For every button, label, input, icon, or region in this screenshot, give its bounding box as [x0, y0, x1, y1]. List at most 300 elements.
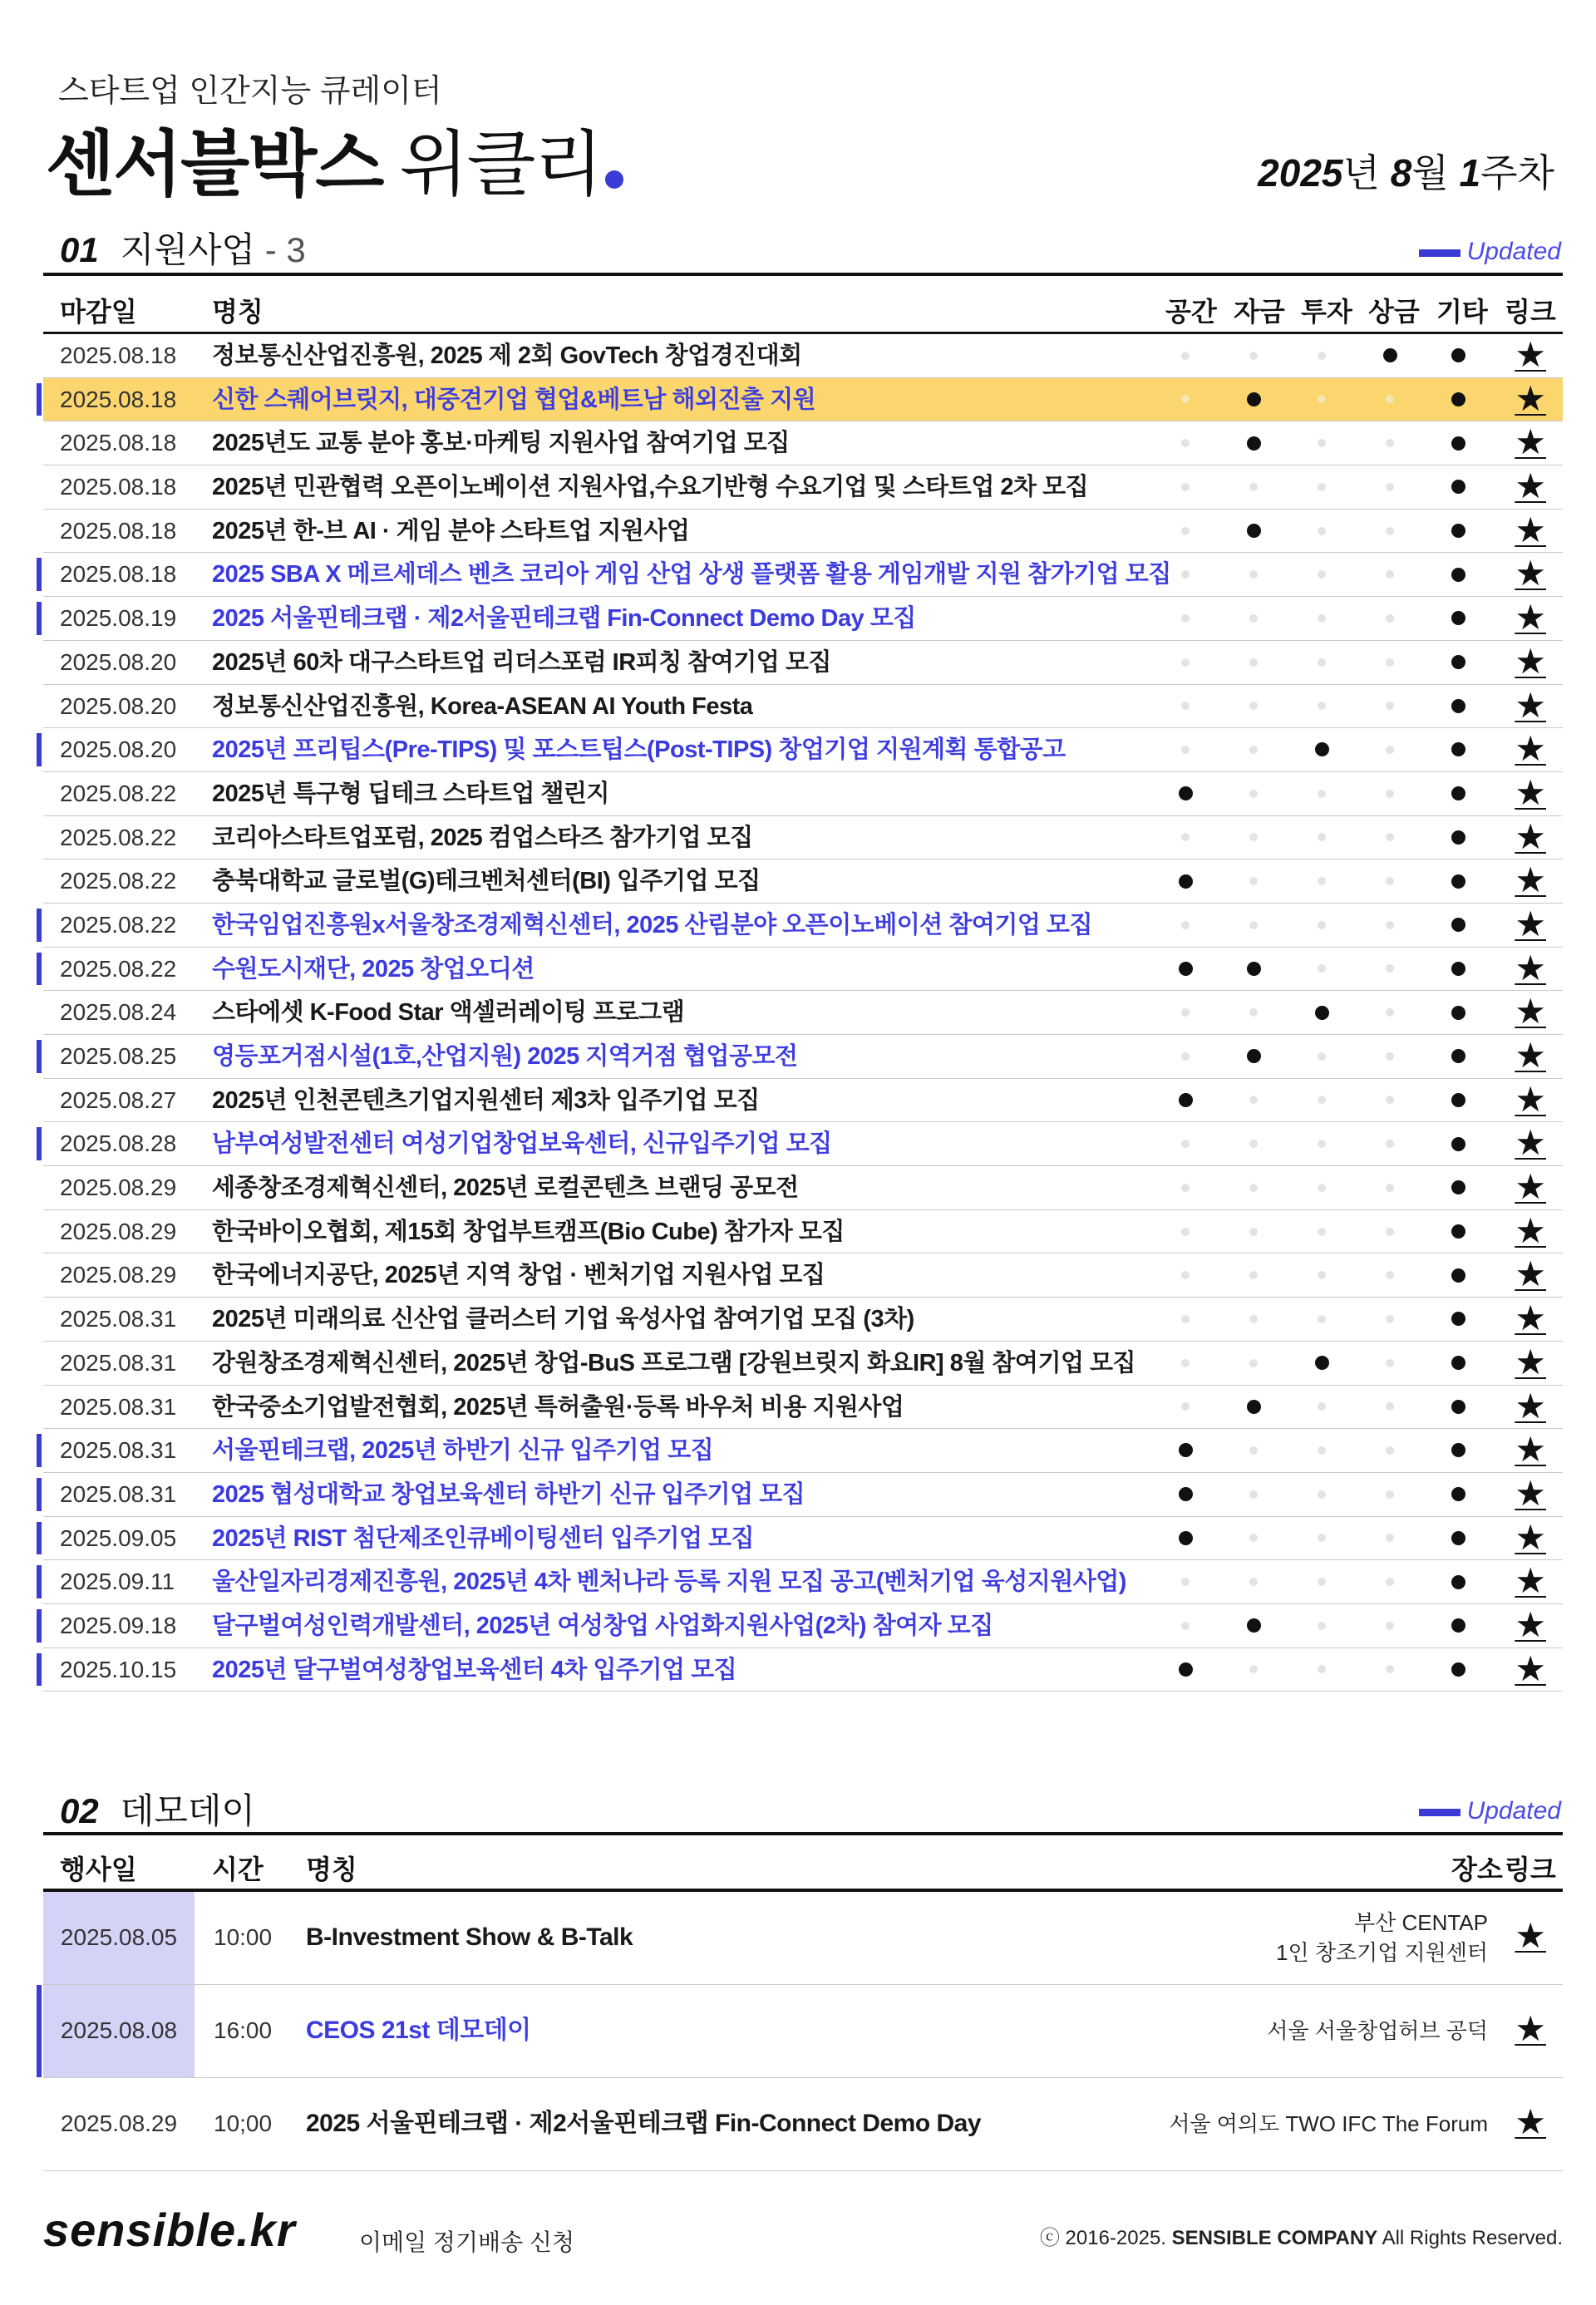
link-star-icon[interactable]: ★ [1515, 1561, 1546, 1601]
link-star-icon[interactable]: ★ [1515, 772, 1546, 812]
footer-logo[interactable]: sensible.kr [43, 2204, 296, 2256]
table-row [43, 1648, 1563, 1692]
link-star-icon[interactable]: ★ [1515, 904, 1546, 943]
table-row [43, 553, 1563, 597]
flag-fund-dot [1237, 1604, 1270, 1647]
flag-prize-dot [1373, 991, 1406, 1034]
flag-space-dot [1169, 510, 1202, 553]
link-star-icon[interactable]: ★ [1515, 510, 1546, 549]
updated-marker [37, 733, 42, 766]
updated-marker [37, 558, 42, 591]
updated-marker [37, 1478, 42, 1511]
flag-prize-dot [1373, 378, 1406, 421]
updated-bar-icon [1419, 249, 1461, 257]
row-program-name: 영등포거점시설(1호,산업지원) 2025 지역거점 협업공모전 [212, 1043, 798, 1070]
flag-space-dot [1169, 465, 1202, 509]
flag-fund-dot [1237, 904, 1270, 947]
col-prize: 상금 [1368, 297, 1420, 327]
company-name: SENSIBLE COMPANY [1171, 2227, 1378, 2249]
updated-marker [37, 1434, 42, 1467]
link-star-icon[interactable]: ★ [1515, 1386, 1546, 1426]
flag-etc-dot [1441, 859, 1475, 903]
row-program-name: 강원창조경제혁신센터, 2025년 창업-BuS 프로그램 [강원브릿지 화요IR] 8월 참여기업 모집 [212, 1349, 1136, 1377]
section1-number: 01 [60, 230, 99, 269]
row-deadline: 2025.08.31 [60, 1349, 177, 1376]
issue-week-unit: 주차 [1480, 151, 1554, 195]
flag-space-dot [1169, 421, 1202, 465]
updated-label: Updated [1466, 1797, 1561, 1825]
table-row [43, 1253, 1563, 1298]
table-row [43, 1473, 1563, 1517]
flag-etc-dot [1441, 1298, 1475, 1341]
title-bold: 센서블박스 [46, 125, 383, 204]
flag-space-dot [1169, 859, 1202, 903]
flag-invest-dot [1305, 421, 1338, 465]
flag-etc-dot [1441, 772, 1475, 815]
row-program-name: 2025 서울핀테크랩 · 제2서울핀테크랩 Fin-Connect Demo Day 모집 [212, 605, 916, 633]
flag-space-dot [1169, 1253, 1202, 1297]
table-row [43, 816, 1563, 860]
flag-invest-dot [1305, 465, 1338, 509]
flag-prize-dot [1373, 1604, 1406, 1647]
flag-invest-dot [1305, 334, 1338, 377]
link-star-icon[interactable]: ★ [1515, 948, 1546, 988]
table-row [43, 1166, 1563, 1210]
section1-suffix: - 3 [264, 230, 306, 269]
flag-invest-dot [1305, 685, 1338, 728]
demo-place [1267, 1985, 1488, 2076]
section2-top-rule [43, 1832, 1563, 1835]
flag-fund-dot [1237, 1298, 1270, 1341]
link-star-icon[interactable]: ★ [1515, 1036, 1546, 1075]
flag-space-dot [1169, 685, 1202, 728]
flag-invest-dot [1305, 816, 1338, 859]
flag-fund-dot [1237, 597, 1270, 640]
row-program-name: 2025년 인천콘텐츠기업지원센터 제3차 입주기업 모집 [212, 1086, 760, 1114]
link-star-icon[interactable]: ★ [1515, 1298, 1546, 1338]
flag-prize-dot [1373, 510, 1406, 553]
row-deadline: 2025.09.05 [60, 1524, 177, 1551]
table-row [43, 859, 1563, 904]
table-row [43, 772, 1563, 816]
demo-date: 2025.08.05 [43, 1892, 195, 1984]
row-deadline: 2025.08.22 [60, 911, 177, 938]
demo-date: 2025.08.08 [43, 1985, 195, 2077]
issue-year-unit: 년 [1342, 151, 1380, 195]
updated-bar-icon [1419, 1809, 1461, 1816]
link-star-icon[interactable]: ★ [1515, 466, 1546, 506]
newsletter-subtitle: 스타트업 인간지능 큐레이터 [58, 74, 442, 109]
row-deadline: 2025.08.22 [60, 868, 177, 894]
flag-prize-dot [1373, 1298, 1406, 1341]
col-event-name: 명칭 [306, 1854, 357, 1884]
link-star-icon[interactable]: ★ [1515, 1648, 1546, 1688]
flag-fund-dot [1237, 1253, 1270, 1297]
section2-updated-legend [1419, 1797, 1561, 1825]
updated-marker [37, 1565, 42, 1598]
table-row [43, 1210, 1563, 1254]
flag-etc-dot [1441, 378, 1475, 421]
issue-month-unit: 월 [1411, 151, 1449, 195]
section1-top-rule [43, 273, 1563, 276]
flag-fund-dot [1237, 1035, 1270, 1078]
flag-prize-dot [1373, 1166, 1406, 1209]
flag-space-dot [1169, 1166, 1202, 1209]
col-link: 링크 [1505, 297, 1556, 327]
section2-heading [60, 1784, 255, 1834]
flag-fund-dot [1237, 1122, 1270, 1165]
flag-etc-dot [1441, 1517, 1475, 1560]
flag-etc-dot [1441, 421, 1475, 465]
flag-space-dot [1169, 772, 1202, 815]
link-star-icon[interactable]: ★ [1515, 1517, 1546, 1557]
flag-fund-dot [1237, 421, 1270, 465]
flag-invest-dot [1305, 948, 1338, 991]
flag-invest-dot [1305, 1429, 1338, 1472]
table-row [43, 948, 1563, 992]
demo-place-line2: 1인 창조기업 지원센터 [1276, 1940, 1488, 1965]
link-star-icon[interactable]: ★ [1515, 1079, 1546, 1119]
flag-invest-dot [1305, 1473, 1338, 1516]
row-deadline: 2025.08.18 [60, 474, 177, 500]
flag-invest-dot [1305, 859, 1338, 903]
flag-prize-dot [1373, 334, 1406, 377]
row-deadline: 2025.08.31 [60, 1437, 177, 1464]
flag-invest-dot [1305, 772, 1338, 815]
flag-space-dot [1169, 1210, 1202, 1253]
issue-month: 8 [1390, 151, 1412, 195]
col-fund: 자금 [1234, 297, 1285, 327]
demo-time: 10:00 [214, 1924, 273, 1950]
row-program-name: 2025년 프리팁스(Pre-TIPS) 및 포스트팁스(Post-TIPS) 창업기업 지원계획 통합공고 [212, 736, 1066, 764]
flag-fund-dot [1237, 378, 1270, 421]
flag-prize-dot [1373, 465, 1406, 509]
demo-row [43, 1892, 1563, 1985]
link-star-icon[interactable]: ★ [1515, 641, 1546, 681]
flag-etc-dot [1441, 1429, 1475, 1472]
flag-etc-dot [1441, 991, 1475, 1034]
link-star-icon[interactable]: ★ [1515, 1916, 1546, 1955]
row-deadline: 2025.08.29 [60, 1262, 177, 1288]
row-deadline: 2025.08.29 [60, 1175, 177, 1201]
flag-space-dot [1169, 1517, 1202, 1560]
flag-invest-dot [1305, 1517, 1338, 1560]
demo-name: CEOS 21st 데모데이 [306, 2017, 531, 2044]
flag-invest-dot [1305, 1253, 1338, 1297]
flag-etc-dot [1441, 1473, 1475, 1516]
flag-prize-dot [1373, 1648, 1406, 1692]
row-deadline: 2025.10.15 [60, 1656, 177, 1682]
link-star-icon[interactable]: ★ [1515, 422, 1546, 462]
section1-updated-legend [1419, 238, 1561, 266]
flag-fund-dot [1237, 948, 1270, 991]
table-row [43, 1429, 1563, 1473]
subscribe-link[interactable]: 이메일 정기배송 신청 [359, 2229, 574, 2255]
flag-invest-dot [1305, 1386, 1338, 1429]
flag-space-dot [1169, 1122, 1202, 1165]
table-row [43, 1035, 1563, 1079]
flag-prize-dot [1373, 1079, 1406, 1122]
link-star-icon[interactable]: ★ [1515, 378, 1546, 418]
flag-fund-dot [1237, 816, 1270, 859]
table-row [43, 1386, 1563, 1430]
link-star-icon[interactable]: ★ [1515, 816, 1546, 856]
table-row [43, 1342, 1563, 1386]
link-star-icon[interactable]: ★ [1515, 1342, 1546, 1382]
col-invest: 투자 [1301, 297, 1352, 327]
flag-invest-dot [1305, 728, 1338, 771]
row-program-name: 2025년 RIST 첨단제조인큐베이팅센터 입주기업 모집 [212, 1524, 755, 1552]
flag-space-dot [1169, 1560, 1202, 1603]
flag-prize-dot [1373, 641, 1406, 684]
flag-etc-dot [1441, 685, 1475, 728]
flag-prize-dot [1373, 1473, 1406, 1516]
flag-etc-dot [1441, 1079, 1475, 1122]
flag-space-dot [1169, 1342, 1202, 1385]
link-star-icon[interactable]: ★ [1515, 1604, 1546, 1644]
section2-title: 데모데이 [120, 1791, 256, 1830]
updated-marker [37, 909, 42, 942]
row-program-name: 코리아스타트업포럼, 2025 컴업스타즈 참가기업 모집 [212, 824, 753, 851]
flag-invest-dot [1305, 1079, 1338, 1122]
link-star-icon[interactable]: ★ [1515, 1430, 1546, 1470]
col-name: 명칭 [212, 297, 264, 327]
link-star-icon[interactable]: ★ [1515, 1254, 1546, 1294]
flag-etc-dot [1441, 1386, 1475, 1429]
row-program-name: 2025년 60차 대구스타트업 리더스포럼 IR피칭 참여기업 모집 [212, 648, 831, 676]
updated-marker [37, 602, 42, 635]
flag-space-dot [1169, 1473, 1202, 1516]
table-row [43, 728, 1563, 772]
updated-marker [37, 1609, 42, 1643]
rights-text: All Rights Reserved. [1382, 2227, 1563, 2249]
flag-invest-dot [1305, 597, 1338, 640]
table-row [43, 991, 1563, 1035]
flag-prize-dot [1373, 772, 1406, 815]
row-program-name: 2025 협성대학교 창업보육센터 하반기 신규 입주기업 모집 [212, 1480, 805, 1508]
flag-space-dot [1169, 1604, 1202, 1647]
table-row [43, 1517, 1563, 1561]
link-star-icon[interactable]: ★ [1515, 685, 1546, 725]
flag-fund-dot [1237, 859, 1270, 903]
section1-title: 지원사업 [120, 230, 256, 269]
flag-prize-dot [1373, 1517, 1406, 1560]
link-star-icon[interactable]: ★ [1515, 729, 1546, 769]
demo-row [43, 1985, 1563, 2078]
row-program-name: 2025년 한-브 AI · 게임 분야 스타트업 지원사업 [212, 517, 690, 544]
flag-prize-dot [1373, 421, 1406, 465]
row-program-name: 2025년 특구형 딥테크 스타트업 챌린지 [212, 780, 609, 807]
table-row [43, 1079, 1563, 1123]
issue-week: 1 [1459, 151, 1481, 195]
table-row [43, 1560, 1563, 1604]
link-star-icon[interactable]: ★ [1515, 1473, 1546, 1513]
flag-space-dot [1169, 1429, 1202, 1472]
flag-invest-dot [1305, 510, 1338, 553]
table-row [43, 421, 1563, 465]
flag-etc-dot [1441, 597, 1475, 640]
flag-fund-dot [1237, 991, 1270, 1034]
link-star-icon[interactable]: ★ [1515, 860, 1546, 900]
flag-fund-dot [1237, 334, 1270, 377]
flag-etc-dot [1441, 728, 1475, 771]
flag-fund-dot [1237, 1386, 1270, 1429]
demo-row [43, 2078, 1563, 2171]
link-star-icon[interactable]: ★ [1515, 1210, 1546, 1250]
link-star-icon[interactable]: ★ [1515, 335, 1546, 374]
table-row [43, 685, 1563, 729]
updated-marker [37, 383, 42, 416]
col-event-date: 행사일 [60, 1854, 137, 1884]
table-row [43, 378, 1563, 422]
copyright-years: ⓒ 2016-2025. [1039, 2227, 1166, 2249]
flag-etc-dot [1441, 904, 1475, 947]
flag-prize-dot [1373, 1386, 1406, 1429]
updated-marker [37, 1522, 42, 1555]
title-light: 위클리 [399, 125, 602, 204]
updated-marker [37, 1040, 42, 1073]
flag-etc-dot [1441, 510, 1475, 553]
table-row [43, 1604, 1563, 1648]
row-deadline: 2025.08.20 [60, 648, 177, 675]
flag-space-dot [1169, 378, 1202, 421]
demo-place-line1: 서울 여의도 TWO IFC The Forum [1169, 2111, 1488, 2136]
flag-prize-dot [1373, 1253, 1406, 1297]
flag-invest-dot [1305, 1122, 1338, 1165]
flag-prize-dot [1373, 1035, 1406, 1078]
flag-etc-dot [1441, 1253, 1475, 1297]
col-deadline: 마감일 [60, 297, 137, 327]
row-deadline: 2025.08.18 [60, 517, 177, 544]
flag-space-dot [1169, 728, 1202, 771]
flag-fund-dot [1237, 728, 1270, 771]
flag-prize-dot [1373, 553, 1406, 596]
flag-etc-dot [1441, 1210, 1475, 1253]
flag-etc-dot [1441, 1648, 1475, 1692]
flag-invest-dot [1305, 1210, 1338, 1253]
row-deadline: 2025.08.19 [60, 605, 177, 632]
row-program-name: 달구벌여성인력개발센터, 2025년 여성창업 사업화지원사업(2차) 참여자 모집 [212, 1612, 993, 1639]
link-star-icon[interactable]: ★ [1515, 2102, 1546, 2141]
row-deadline: 2025.08.27 [60, 1086, 177, 1113]
demo-time: 10;00 [214, 2110, 273, 2136]
flag-fund-dot [1237, 1517, 1270, 1560]
demo-date: 2025.08.29 [60, 2110, 178, 2136]
table-row [43, 904, 1563, 948]
row-deadline: 2025.08.29 [60, 1218, 177, 1244]
updated-marker [37, 1653, 42, 1687]
flag-invest-dot [1305, 904, 1338, 947]
flag-prize-dot [1373, 859, 1406, 903]
flag-space-dot [1169, 1035, 1202, 1078]
demo-day-table [43, 1892, 1563, 2171]
link-star-icon[interactable]: ★ [1515, 554, 1546, 593]
link-star-icon[interactable]: ★ [1515, 992, 1546, 1032]
link-star-icon[interactable]: ★ [1515, 598, 1546, 638]
table-row [43, 597, 1563, 641]
flag-fund-dot [1237, 1342, 1270, 1385]
row-deadline: 2025.08.22 [60, 780, 177, 806]
flag-space-dot [1169, 904, 1202, 947]
row-program-name: 충북대학교 글로벌(G)테크벤처센터(BI) 입주기업 모집 [212, 868, 761, 895]
updated-marker [37, 1127, 42, 1160]
flag-fund-dot [1237, 1473, 1270, 1516]
flag-prize-dot [1373, 1560, 1406, 1603]
newsletter-title [46, 106, 623, 209]
flag-space-dot [1169, 597, 1202, 640]
flag-invest-dot [1305, 1298, 1338, 1341]
link-star-icon[interactable]: ★ [1515, 1123, 1546, 1163]
row-program-name: 정보통신산업진흥원, 2025 제 2회 GovTech 창업경진대회 [212, 342, 802, 369]
flag-invest-dot [1305, 378, 1338, 421]
demo-time: 16:00 [214, 2017, 273, 2043]
row-deadline: 2025.08.24 [60, 999, 177, 1026]
flag-fund-dot [1237, 1166, 1270, 1209]
row-deadline: 2025.08.25 [60, 1043, 177, 1069]
row-deadline: 2025.08.18 [60, 386, 177, 412]
row-program-name: 2025년도 교통 분야 홍보·마케팅 지원사업 참여기업 모집 [212, 430, 790, 457]
demo-name: 2025 서울핀테크랩 · 제2서울핀테크랩 Fin-Connect Demo Day [306, 2110, 982, 2137]
copyright [1040, 2221, 1563, 2250]
updated-label: Updated [1466, 238, 1561, 265]
flag-prize-dot [1373, 904, 1406, 947]
flag-etc-dot [1441, 1035, 1475, 1078]
flag-space-dot [1169, 334, 1202, 377]
flag-invest-dot [1305, 1604, 1338, 1647]
link-star-icon[interactable]: ★ [1515, 2009, 1546, 2048]
col-link: 링크 [1505, 1854, 1556, 1884]
flag-space-dot [1169, 1079, 1202, 1122]
row-program-name: 2025년 달구벌여성창업보육센터 4차 입주기업 모집 [212, 1656, 737, 1683]
row-program-name: 남부여성발전센터 여성기업창업보육센터, 신규입주기업 모집 [212, 1130, 832, 1158]
row-program-name: 2025년 민관협력 오픈이노베이션 지원사업,수요기반형 수요기업 및 스타트업 2차 모집 [212, 474, 1089, 501]
row-deadline: 2025.08.18 [60, 430, 177, 456]
demo-name: B-Investment Show & B-Talk [306, 1923, 633, 1951]
flag-prize-dot [1373, 948, 1406, 991]
row-deadline: 2025.08.31 [60, 1480, 177, 1507]
flag-prize-dot [1373, 1429, 1406, 1472]
section1-heading [60, 223, 306, 273]
table-row [43, 1122, 1563, 1166]
flag-etc-dot [1441, 1122, 1475, 1165]
row-program-name: 울산일자리경제진흥원, 2025년 4차 벤처나라 등록 지원 모집 공고(벤처기업 육성지원사업) [212, 1569, 1126, 1596]
flag-etc-dot [1441, 1166, 1475, 1209]
col-place: 장소 [1451, 1854, 1503, 1884]
link-star-icon[interactable]: ★ [1515, 1167, 1546, 1207]
flag-etc-dot [1441, 465, 1475, 509]
row-program-name: 한국중소기업발전협회, 2025년 특허출원·등록 바우처 비용 지원사업 [212, 1393, 904, 1421]
flag-etc-dot [1441, 1560, 1475, 1603]
flag-etc-dot [1441, 948, 1475, 991]
flag-space-dot [1169, 553, 1202, 596]
flag-space-dot [1169, 991, 1202, 1034]
flag-invest-dot [1305, 641, 1338, 684]
flag-fund-dot [1237, 641, 1270, 684]
table-row [43, 334, 1563, 378]
flag-space-dot [1169, 1386, 1202, 1429]
issue-date [1258, 143, 1554, 198]
table-row [43, 1298, 1563, 1342]
flag-fund-dot [1237, 685, 1270, 728]
col-time: 시간 [212, 1854, 264, 1884]
title-dot [605, 170, 623, 189]
updated-marker [37, 1985, 42, 2077]
flag-invest-dot [1305, 1342, 1338, 1385]
row-deadline: 2025.08.22 [60, 955, 177, 982]
issue-year: 2025 [1258, 151, 1343, 195]
updated-marker [37, 953, 42, 986]
row-deadline: 2025.08.18 [60, 342, 177, 368]
